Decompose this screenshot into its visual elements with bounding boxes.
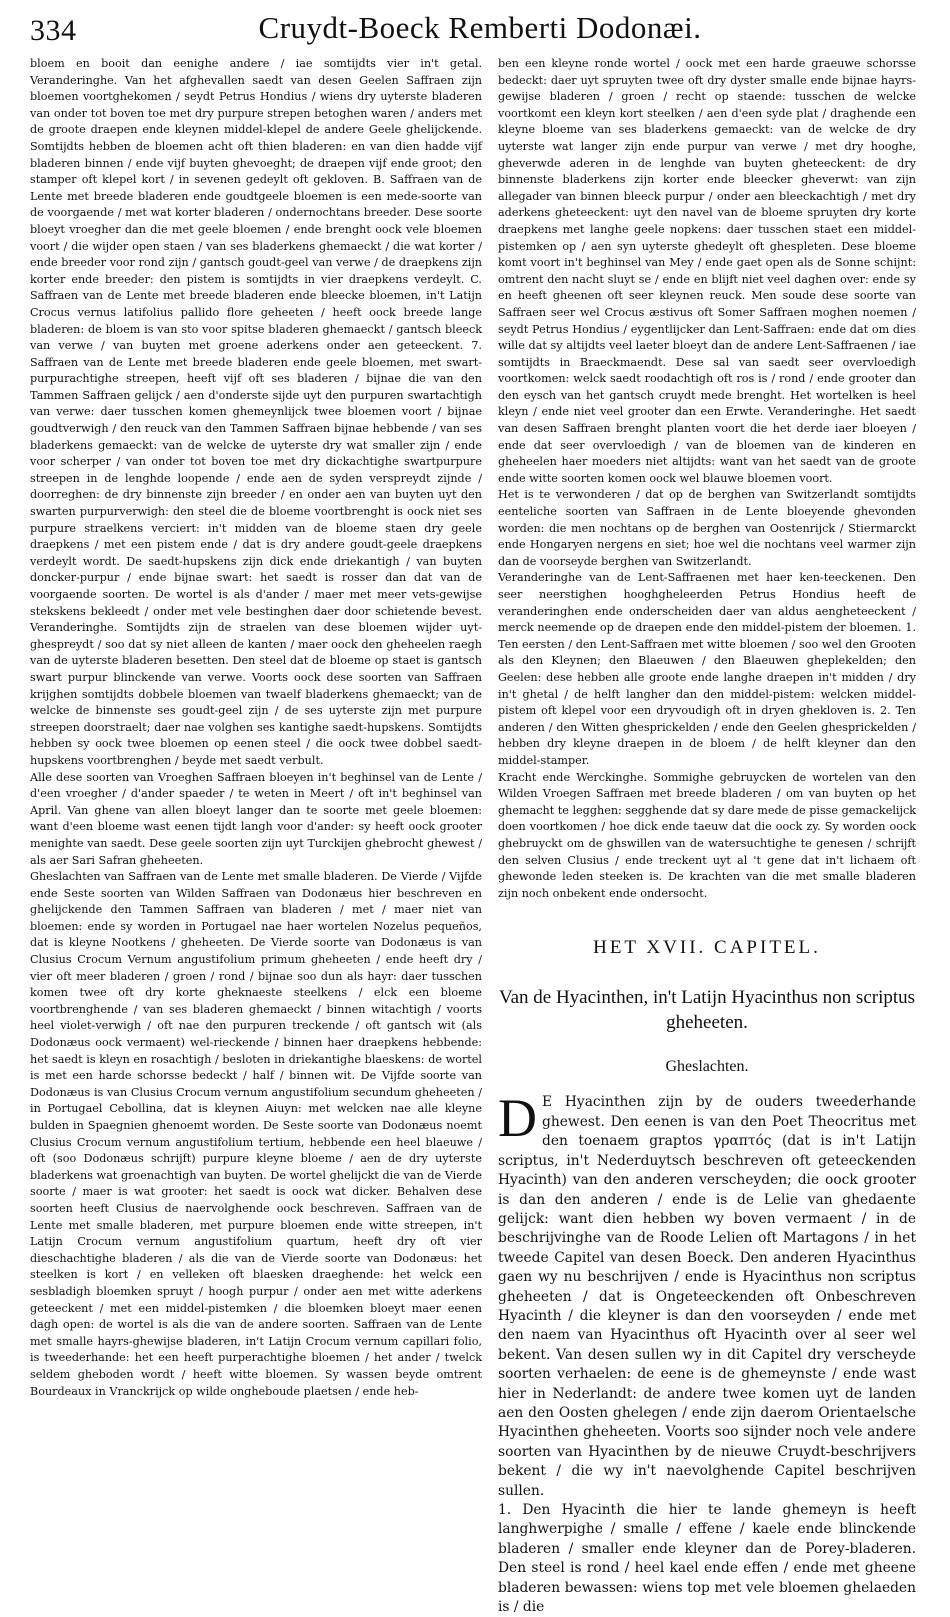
right-paragraph: Veranderinghe van de Lent-Saffraenen met haer ken-teeckenen. Den seer neerstighen hooghgheleerden Petrus Hondius heeft de veranderinghen ende onderscheiden daer van aldus aengheteeckent / merck neemende op de draepen ende den middel-pistem der bloemen. 1. Ten eersten / den Lent-Saffraen met witte bloemen / soo wel den Grooten als den Kleynen; den Blaeuwen / den Blaeuwen gheplekelden; den Geelen: dese hebben alle groote ende langhe draepen in't midden / dry in't ghetal / de helft langher dan den middel-pistem: welcken middel-pistem oft klepel voor een dryvoudigh oft in dryen ghekloven is. 2. Ten anderen / den Witten ghesprickelden / ende den Geelen ghesprickelden / hebben dry kleyne draepen in de bloem / de helft kleyner dan den middel-stamper. [498, 571, 916, 767]
page-number: 334 [30, 14, 77, 47]
chapter-title: HET XVII. CAPITEL. [593, 937, 821, 959]
chapter-paragraph: 1. Den Hyacinth die hier te lande ghemeyn is heeft langhwerpighe / smalle / effene / kaele ende blinckende bladeren / smaller ende kleyner dan de Porey-bladeren. Den steel is rond / heel kael ende effen / ende met gheene bladeren bewassen: wiens top met vele bloemen ghelaeden is / die [498, 1502, 916, 1616]
chapter-paragraph [498, 1088, 916, 1501]
section-heading: Gheslachten. [665, 1057, 749, 1075]
left-column [30, 56, 482, 1516]
running-head: Cruydt-Boeck Remberti Dodonæi. [258, 10, 702, 45]
right-paragraph: ben een kleyne ronde wortel / oock met een harde graeuwe schorsse bedeckt: daer uyt spruyten twee oft dry dyster smalle ende bijnae hayrs-gewijse bladeren / groen / recht op staende: tusschen de welcke voortkomt een kleyn kort steelken / aen d'een syde plat / draghende een kleyne bloeme van ses bladerkens gemaeckt: van de welcke de dry uyterste wat langer zijn ende purpur van verwe / met dry hooghe, gheverwde aderen in de lenghde van buyten gheteeckent: de dry binnenste bladerkens zijn korter ende bleecker gheverwt: van zijn allegader van binnen bleeck purpur / onder aen bleeckachtigh / met dry aderkens gheteeckent: uyt den navel van de bloeme spruyten dry korte draepkens met langhe geele nopkens: daer tusschen staet een middel-pistemken op / aen syn uyterste ghedeylt oft ghespleten. Dese bloeme komt voort in't beghinsel van Mey / ende gaet open als de Sonne schijnt: omtrent den nacht sluyt se / ende en blijft niet veel daghen over: ende sy en heeft gheenen oft seer kleynen reuck. Men soude dese soorte van Saffraen seer wel Crocus æstivus oft Somer Saffraen moghen noemen / seydt Petrus Hondius / eygentlijcker dan Lent-Saffraen: ende dat om dies wille dat sy altijdts veel laeter bloeyt dan de andere Lent-Saffraenen / iae somtijdts in Braeckmaendt. Dese sal van saedt seer overvloedigh voortkomen: welck saedt roodachtigh oft ros is / rond / ende grooter dan den eysch van het gantsch cruydt mede brenght. Het wortelken is heel kleyn / ende niet veel grooter dan een Erwte. Veranderinghe. Het saedt van desen Saffraen brenght planten voort die het derde iaer bloeyen / ende dat seer overvloedigh / van de bloemen van de kinderen en gheheelen haer moeders niet altijdts: want van het saedt van de groote ende witte soorten komen oock wel blauwe bloemen voort. [498, 57, 916, 485]
chapter-subtitle: Van de Hyacinthen, in't Latijn Hyacinthus non scriptus gheheeten. [498, 986, 916, 1033]
right-column [498, 56, 916, 1616]
right-paragraph: Het is te verwonderen / dat op de berghen van Switzerlandt somtijdts eenteliche soorten van Saffraen in de Lente bloeyende ghevonden worden: die men nochtans op de berghen van Oostenrijck / Stiermarckt ende Hongaryen nergens en siet; hoe wel die nochtans veel warmer zijn dan de voorseyde berghen van Switzerlandt. [498, 488, 916, 568]
left-paragraph: bloem en booit dan eenighe andere / iae somtijdts vier in't getal. Veranderinghe. Van het afghevallen saedt van desen Geelen Saffraen zijn bloemen voortghekomen / seydt Petrus Hondius / wiens dry uyterste bladeren van onder tot boven toe met dry purpure strepen betoghen waren / anders met de groote draepen ende kleynen middel-klepel de andere Geele ghelijckende. Somtijdts hebben de bloemen acht oft thien bladeren: en van dien hadde vijf bladeren binnen / ende vijf buyten ghevoeght; de draepen vijf ende groot; den stamper oft klepel kort / in sevenen gedeylt oft gekloven. B. Saffraen van de Lente met breede bladeren ende goudtgeele bloemen is een mede-soorte van de voorgaende / met wat korter bladeren / ondernochtans breeder. Dese soorte bloeyt vroegher dan die met geele bloemen / ende brenght oock vele bloemen voort / die wijder open staen / van ses bladerkens ghemaeckt / die wat korter / ende breeder voor rond zijn / gantsch goudt-geel van verwe / de draepkens zijn korter ende breeder: den pistem is somtijdts in vier draepkens verdeylt. C. Saffraen van de Lente met breede bladeren ende bleecke bloemen, in't Latijn Crocus vernus latifolius pallido flore geheeten / heeft oock breede lange bladeren: de bloem is van sto voor spitse bladeren ghemaeckt / gantsch bleeck van verwe / van buyten met groene aderkens onder aen geteeckent. 7. Saffraen van de Lente met breede bladeren ende geele bloemen, met swart-purpurachtighe streepen, heeft vijf oft ses bladeren / bijnae die van den Tammen Saffraen gelijck / aen d'onderste sijde uyt den purpuren swartachtigh van verwe: daer tusschen komen ghemeynlijck twee bloemen voort / bijnae goudtverwigh / den reuck van den Tammen Saffraen bijnae hebbende / van ses bladerkens gemaeckt: van de welcke de uyterste dry wat smaller zijn / ende voor scherper / van onder tot boven toe met dry dickachtighe swartpurpure streepen in de lenghde loopende / ende aen de syden verspreydt zijnde / doorreghen: de dry binnenste zijn breeder / en onder aen van buyten uyt den swarten purpurverwigh: den steel die de bloeme voortbrenght is oock niet ses purpure straelkens verciert: in't midden van de bloeme staen dry geele draepkens / met een pistem ende / dat is dry andere goudt-geele draepkens verdeylt wordt. De saedt-hupskens zijn dick ende driekantigh / van buyten doncker-purpur / ende bijnae swart: het saedt is rosser dan dat van de voorgaende soorten. De wortel is als d'ander / maer met meer vets-gewijse stekskens bekleedt / onder met vele bestinghen daer door schietende bevest. Veranderinghe. Somtijdts zijn de straelen van dese bloemen wijder uyt-ghespreydt / soo dat sy niet alleen de kanten / maer oock den gheheelen raegh van de uyterste bladeren besetten. Den steel dat de bloeme op staet is gantsch swart purpur blinckende van verwe. Voorts oock dese soorten van Saffraen krijghen somtijdts dobbele bloemen van twaelf bladerkens ghemaeckt; van de welcke de binnenste ses goudt-geel zijn / de ses uyterste zijn met purpure streepen doorstraelt; daer nae volghen ses kantighe saedt-hupskens. Somtijdts hebben sy oock twee bloemen op eenen steel / die oock twee dobbel saedt-hupskens voortbrenghen / beyde met saedt verbult. [30, 57, 482, 767]
chapter-paragraph-text: E Hyacinthen zijn by de ouders tweederhande ghewest. Den eenen is van den Poet Theocritus met den toenaem graptos γραπτός (dat is in't Latijn scriptus, in't Nederduytsch beschreven oft geteeckenden Hyacinth) van den anderen verscheyden; die oock grooter is dan den anderen / ende is de Lelie van ghedaente gelijck: want dien hebben wy boven vermaent / in de beschrijvinghe van de Roode Lelien oft Martagons / in het tweede Capitel van desen Boeck. Den anderen Hyacinthus gaen wy nu beschrijven / ende is Hyacinthus non scriptus gheheeten / dat is Ongeteeckenden oft Onbeschreven Hyacinth / die kleyner is dan den voorseyden / ende met den naem van Hyacinthus oft Hyacinth over al seer wel bekent. Van desen sullen wy in dit Capitel dry verscheyde soorten verhaelen: de eene is de ghemeynste / ende wast hier in Nederlandt: de andere twee komen uyt de landen aen den Oosten ghelegen / ende zijn daerom Orientaelsche Hyacinthen gheheeten. Voorts soo sijnder noch vele andere soorten van Hyacinthen by de nieuwe Cruydt-beschrijvers bekent / die wy in't naevolghende Capitel beschrijven sullen. [498, 1094, 916, 1499]
drop-cap: D [498, 1088, 537, 1149]
left-paragraph: Gheslachten van Saffraen van de Lente met smalle bladeren. De Vierde / Vijfde ende Seste soorten van Wilden Saffraen van Dodonæus hier beschreven en ghelijckende den Tammen Saffraen van bladeren / met / maer niet van bloemen: ende sy worden in Portugael nae haer wortelen Nozelus pequeños, dat is kleyne Nootkens / gheheeten. De Vierde soorte van Dodonæus is van Clusius Crocum Vernum angustifolium primum gheheeten / ende heeft dry / vier oft meer bladeren / groen / rond / bijnae soo dun als hayr: daer tusschen komen twee oft dry korte gheknaeste steelkens / elck een bloeme voortbrenghende / van ses bladeren ghemaeckt / binnen witachtigh / voorts heel violet-verwigh / oft nae den purpuren treckende / oft gantsch wit (als Dodonæus oock vermaent) wel-rieckende / binnen haer draepkens hebbende: het saedt is kleyn en rosachtigh / besloten in driekantighe blaeskens: de wortel is met een harde schorsse bedeckt / half / binnen wit. De Vijfde soorte van Dodonæus is van Clusius Crocum vernum angustifolium secundum gheheeten / in Portugael Cebollina, dat is kleynen Aiuyn: met welcken nae alle kleyne bulden in Spaegnien ghenoemt worden. De Seste soorte van Dodonæus noemt Clusius Crocum vernum angustifolium tertium, hebbende een heel blaeuwe / oft (soo Dodonæus schrijft) purpure kleyne bloeme / aen de dry uyterste bladerkens wat groenachtigh van buyten. De wortel ghelijckt die van de Vierde soorte / maer is wat grooter: het saedt is oock wat dicker. Behalven dese soorten heeft Clusius de naervolghende oock beschreven. Saffraen van de Lente met smalle bladeren, met purpure bloemen ende witte streepen, in't Latijn Crocum vernum angustifolium quartum, heeft dry oft vier dieschachtighe bladeren / als die van de Vierde soorte van Dodonæus: het steelken is kort / en velleken oft blaesken draeghende: het welck een sesbladigh bloemken spruyt / hoogh purpur / onder aen met witte aderkens geteeckent / met een middel-pistemken / die bloemken bloeyt maer eenen dagh open: de wortel is als die van de andere soorten. Saffraen van de Lente met smalle hayrs-ghewijse bladeren, in't Latijn Crocum vernum capillari folio, is tweederhande: het een heeft purperachtighe bloemen / het ander / twelck seldem gheboden wordt / heeft witte bloemen. Sy wassen beyde omtrent Bourdeaux in Vranckrijck op wilde ongheboude plaetsen / ende heb- [30, 870, 482, 1398]
left-paragraph: Alle dese soorten van Vroeghen Saffraen bloeyen in't beghinsel van de Lente / d'een vroegher / d'ander spaeder / te weten in Meert / oft in't beghinsel van April. Van ghene van allen bloeyt langer dan te soorte met geele bloemen: want d'een bloeme wast eenen tijdt langh voor d'ander: sy heeft oock grooter menighte van saedt. Dese geele soorten zijn uyt Turckijen ghebrocht ghewest / als aer Sari Safran gheheeten. [30, 770, 482, 867]
right-paragraph: Kracht ende Werckinghe. Sommighe gebruycken de wortelen van den Wilden Vroegen Saffraen met breede bladeren / om van buyten op het ghemacht te legghen: segghende dat sy dare mede de pisse gemackelijck doen voortkomen / hoe dick ende taeuw dat die oock zy. Sy worden oock ghebruyckt om de ghswillen van de watersuchtighe te genesen / schrijft den selven Clusius / ende treckent uyt al 't gene dat in't lichaem oft ghewonde leden steeken is. De krachten van die met smalle bladeren zijn noch onbekent ende ondersocht. [498, 770, 916, 900]
chapter-body [498, 1088, 916, 1617]
